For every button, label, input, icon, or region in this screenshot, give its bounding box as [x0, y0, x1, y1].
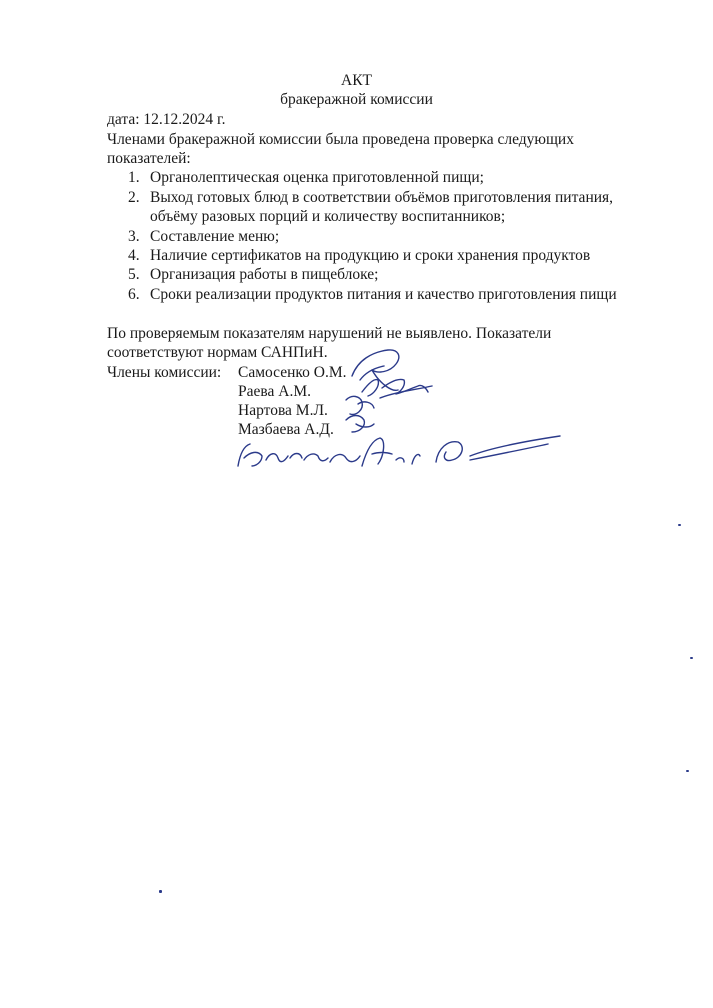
signature-samosenko	[352, 350, 399, 390]
list-item-continuation: объёму разовых порций и количеству воспитанников;	[150, 208, 506, 225]
list-item-text: Наличие сертификатов на продукцию и сроки хранения продуктов	[150, 247, 591, 264]
member-name: Самосенко О.М.	[238, 364, 347, 381]
list-item-number: 6.	[128, 286, 140, 303]
doc-subtitle: бракеражной комиссии	[280, 91, 433, 108]
list-item-number: 5.	[128, 266, 140, 283]
scan-dot	[678, 524, 681, 526]
member-name: Нартова М.Л.	[238, 402, 328, 419]
list-item-number: 3.	[128, 228, 140, 245]
list-item-text: Составление меню;	[150, 228, 280, 245]
member-name: Мазбаева А.Д.	[238, 421, 334, 438]
signature-nartova	[346, 396, 374, 414]
list-item-text: Организация работы в пищеблоке;	[150, 266, 379, 283]
list-item-number: 4.	[128, 247, 140, 264]
signature-mazbaeva	[346, 416, 374, 433]
list-item-number: 1.	[128, 169, 140, 186]
intro-line-2: показателей:	[107, 150, 191, 167]
member-name: Раева А.М.	[238, 383, 311, 400]
list-item-text: Сроки реализации продуктов питания и качество приготовления пищи	[150, 286, 617, 303]
list-item-number: 2.	[128, 189, 140, 206]
signature-bottom	[238, 444, 360, 466]
doc-title: АКТ	[341, 72, 372, 89]
members-label: Члены комиссии:	[107, 364, 222, 381]
scan-dot	[686, 770, 689, 772]
conclusion-line-1: По проверяемым показателям нарушений не выявлено. Показатели	[107, 325, 552, 342]
scan-dot	[159, 890, 162, 893]
scan-dot	[690, 657, 693, 659]
conclusion-line-2: соответствуют нормам САНПиН.	[107, 344, 328, 361]
intro-line-1: Членами бракеражной комиссии была проведена проверка следующих	[107, 131, 574, 148]
list-item-text: Органолептическая оценка приготовленной пищи;	[150, 169, 484, 186]
signature-raeva	[362, 379, 428, 396]
date-line: дата: 12.12.2024 г.	[107, 111, 226, 128]
list-item-text: Выход готовых блюд в соответствии объёмов приготовления питания,	[150, 189, 614, 206]
